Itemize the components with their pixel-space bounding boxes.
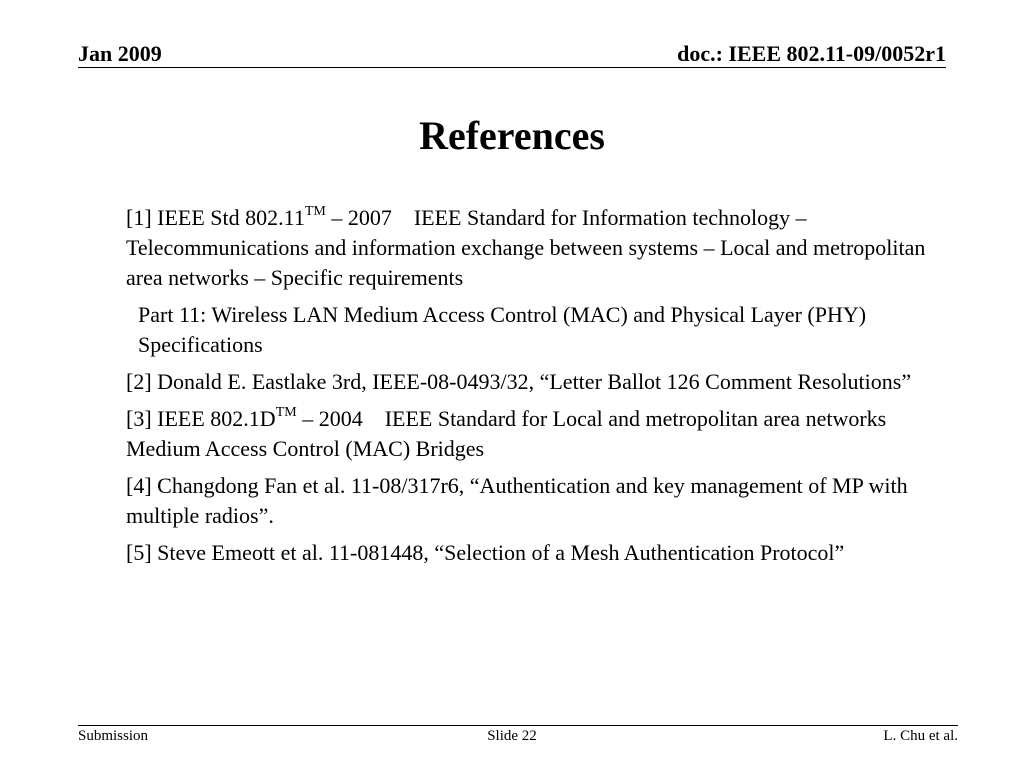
header-date: Jan 2009 [78, 41, 162, 66]
reference-4: [4] Changdong Fan et al. 11-08/317r6, “Authentication and key management of MP with multiple radios”. [126, 473, 908, 528]
header-doc-id: doc.: IEEE 802.11-09/0052r1 [677, 41, 946, 66]
footer-slide-number: Slide 22 [487, 728, 537, 744]
slide-title: References [419, 113, 605, 158]
reference-3 [126, 404, 956, 464]
reference-3-prefix: [3] IEEE 802.1D [126, 406, 276, 431]
reference-5: [5] Steve Emeott et al. 11-081448, “Selection of a Mesh Authentication Protocol” [126, 540, 845, 565]
reference-1-part-11: Part 11: Wireless LAN Medium Access Control (MAC) and Physical Layer (PHY) Specifications [138, 302, 867, 357]
footer-submission: Submission [78, 728, 149, 744]
reference-1-prefix: [1] IEEE Std 802.11 [126, 205, 305, 230]
reference-1-trademark: TM [304, 203, 326, 219]
reference-1 [126, 203, 956, 293]
reference-1-text: – 2007 IEEE Standard for Information technology – Telecommunications and information exchange between systems – Local and metropolitan area networks – Specific requirements [126, 205, 926, 290]
references-list [126, 203, 956, 575]
footer-author: L. Chu et al. [883, 728, 958, 744]
reference-3-text: – 2004 IEEE Standard for Local and metropolitan area networks Medium Access Control (MAC) Bridges [126, 406, 887, 461]
footer-rule [78, 725, 958, 726]
reference-3-trademark: TM [275, 404, 297, 420]
reference-2: [2] Donald E. Eastlake 3rd, IEEE-08-0493/32, “Letter Ballot 126 Comment Resolutions” [126, 369, 912, 394]
header-rule [78, 67, 946, 68]
